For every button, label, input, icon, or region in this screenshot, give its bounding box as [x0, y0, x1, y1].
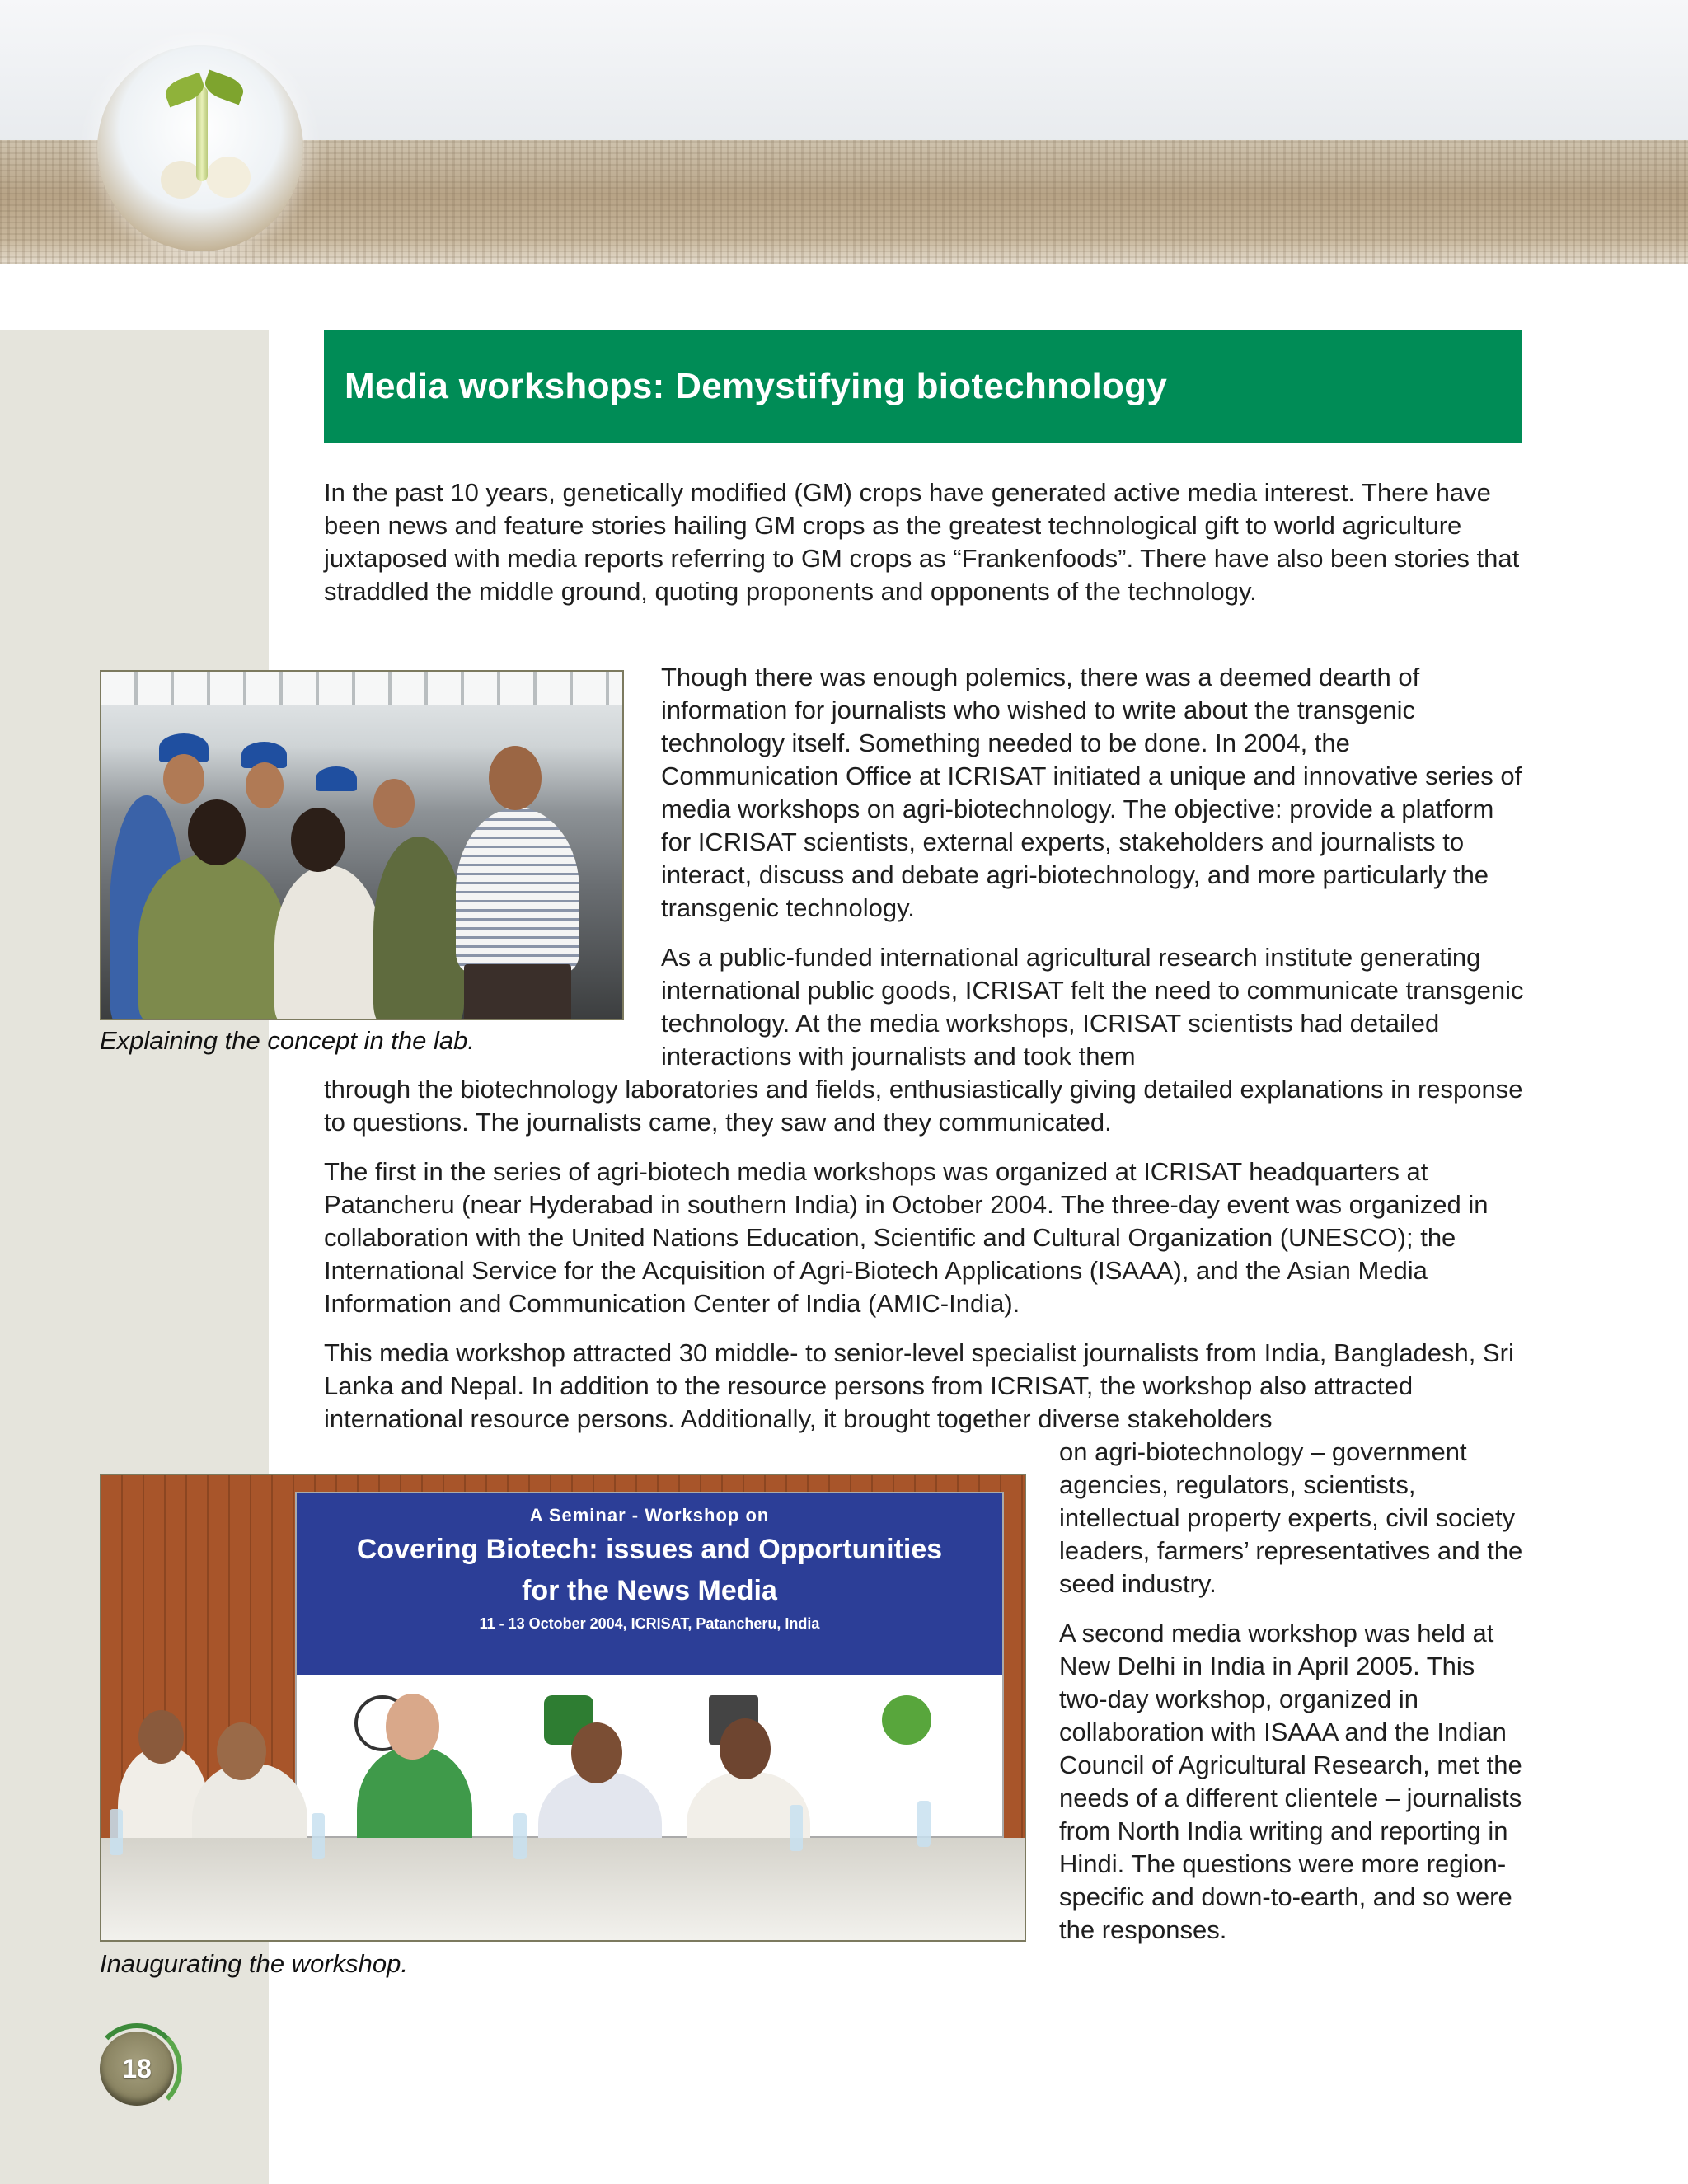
person-head [246, 762, 284, 808]
man-striped-shirt [456, 808, 579, 972]
panelist-head [571, 1722, 622, 1783]
woman-hair [188, 799, 246, 865]
man-trousers [464, 964, 571, 1020]
panelist-head [720, 1718, 771, 1779]
photo-lab-explanation [100, 670, 624, 1020]
paragraph-public-funded: As a public-funded international agricultural research institute generating international public goods, ICRISAT felt the need to communicate transgenic technology. At the media workshops, ICRISAT scientists had detailed interactions with journalists and took them [661, 943, 1524, 1071]
seed-half-right [206, 157, 251, 198]
photo-caption-workshop: Inaugurating the workshop. [100, 1949, 408, 1978]
water-bottle [917, 1801, 931, 1847]
person-head [163, 754, 204, 804]
woman-hair [291, 808, 345, 872]
paragraph-intro: In the past 10 years, genetically modified (GM) crops have generated active media interest. There have been news and feature stories hailing GM crops as the greatest technological gift to world agriculture juxtaposed with media reports referring to GM crops as “Frankenfoods”. There have also been stories that straddled the middle ground, quoting proponents and opponents of the technology. [324, 478, 1520, 606]
photo-caption-lab: Explaining the concept in the lab. [100, 1026, 475, 1055]
blue-cap [316, 766, 357, 791]
header-banner-image [0, 0, 1688, 264]
water-bottle [312, 1813, 325, 1859]
photo-workshop-inauguration [100, 1474, 1026, 1942]
person-figure [373, 837, 464, 1020]
section-title-bar [324, 330, 1522, 443]
page-number: 18 [122, 2053, 152, 2083]
water-bottle [513, 1813, 527, 1859]
woman-olive-jacket [138, 853, 287, 1020]
person-head [373, 779, 415, 828]
ceiling-lights [101, 672, 622, 705]
paragraph-first-workshop: The first in the series of agri-biotech media workshops was organized at ICRISAT headquarters at Patancheru (near Hyderabad in southern India) in October 2004. The three-day event was organized in collaboration with the United Nations Education, Scientific and Cultural Organization (UNESCO); the International Service for the Acquisition of Agri-Biotech Applications (ISAAA), and the Asian Media Information and Communication Center of India (AMIC-India). [324, 1157, 1489, 1318]
seminar-line-4: 11 - 13 October 2004, ICRISAT, Patancheru, India [479, 1615, 820, 1632]
panelist-head [386, 1694, 439, 1760]
woman-white-top [274, 865, 382, 1020]
seminar-line-2: Covering Biotech: issues and Opportunities [356, 1534, 943, 1565]
sponsor-logo-icon [882, 1695, 931, 1745]
section-title: Media workshops: Demystifying biotechnology [345, 365, 1168, 406]
panelist-head [138, 1710, 184, 1764]
paragraph-stakeholders: on agri-biotechnology – government agencies, regulators, scientists, intellectual property experts, civil society leaders, farmers’ representatives and the seed industry. [1059, 1437, 1523, 1598]
seminar-line-1: A Seminar - Workshop on [529, 1505, 770, 1526]
panelist-head [217, 1722, 266, 1780]
water-bottle [790, 1805, 803, 1851]
page-number-badge [100, 2032, 174, 2106]
seminar-line-3: for the News Media [522, 1575, 777, 1606]
seminar-banner-blue [297, 1493, 1002, 1675]
presenter-head [489, 746, 542, 810]
paragraph-dearth: Though there was enough polemics, there was a deemed dearth of information for journalists who wished to write about the transgenic technology itself. Something needed to be done. In 2004, the Communication Office at ICRISAT initiated a unique and innovative series of media workshops on agri-biotechnology. The objective: provide a platform for ICRISAT scientists, external experts, stakeholders and journalists to interact, discuss and debate agri-biotechnology, and more particularly the transgenic technology. [661, 663, 1522, 922]
sprout-stem [196, 87, 208, 181]
paragraph-second-workshop: A second media workshop was held at New Delhi in India in April 2005. This two-day workshop, organized in collaboration with ISAAA and the Indian Council of Agricultural Research, met the needs of a different clientele – journalists from North India writing and reporting in Hindi. The questions were more region-specific and down-to-earth, and so were the responses. [1059, 1619, 1522, 1944]
paragraph-labs-tour: through the biotechnology laboratories and fields, enthusiastically giving detailed explanations in response to questions. The journalists came, they saw and they communicated. [324, 1075, 1523, 1137]
paragraph-attendance: This media workshop attracted 30 middle- to senior-level specialist journalists from India, Bangladesh, Sri Lanka and Nepal. In addition to the resource persons from ICRISAT, the workshop also attracted international resource persons. Additionally, it brought together diverse stakeholders [324, 1338, 1514, 1433]
water-bottle [110, 1809, 123, 1855]
panel-table [101, 1838, 1026, 1942]
